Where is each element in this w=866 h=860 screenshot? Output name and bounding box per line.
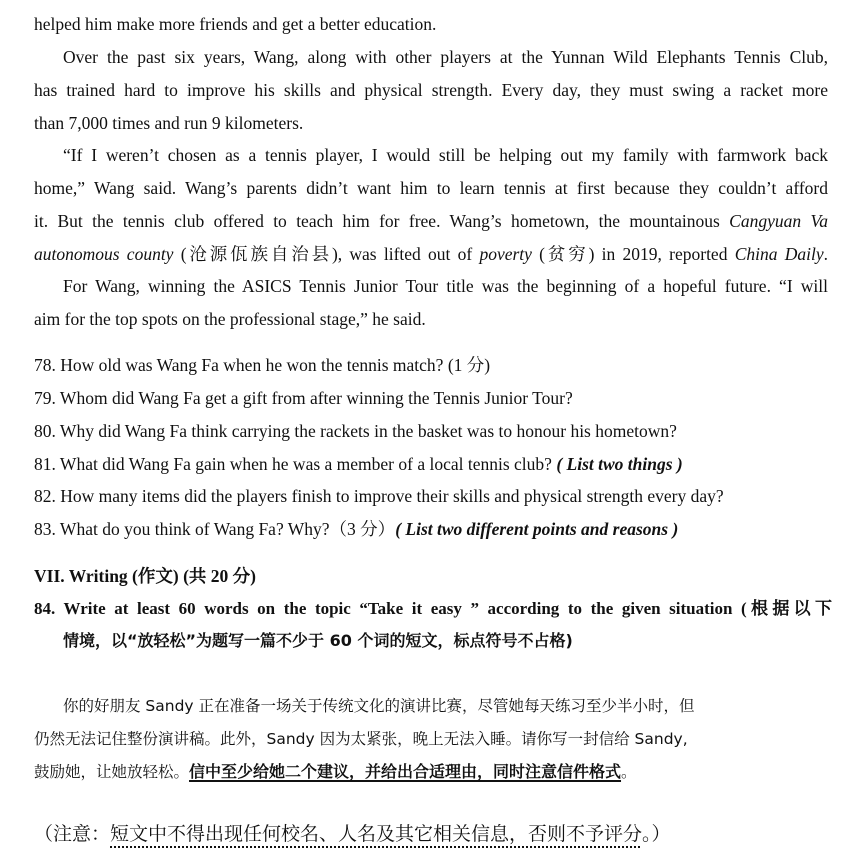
question-78: 78. How old was Wang Fa when he won the tennis match? (1 分) bbox=[34, 355, 491, 375]
passage-line-8-text-2: (贫穷) in 2019, reported bbox=[531, 244, 735, 264]
note-open: （注意： bbox=[34, 823, 111, 845]
situation-line-3-end: 。 bbox=[621, 763, 637, 781]
question-83-text: 83. What do you think of Wang Fa? Why?（3 分） bbox=[34, 519, 396, 539]
passage-line-9: For Wang, winning the ASICS Tennis Junior Tour title was the beginning of a hopeful future. “I will bbox=[63, 276, 828, 296]
passage-line-8-end: . bbox=[823, 244, 828, 264]
note-close: 。） bbox=[642, 823, 671, 845]
question-81 bbox=[34, 452, 828, 476]
passage-line-4: than 7,000 times and run 9 kilometers. bbox=[34, 113, 304, 133]
underlined-requirement: 信中至少给她二个建议，并给出合适理由，同时注意信件格式 bbox=[189, 762, 622, 781]
note-line bbox=[34, 822, 828, 846]
passage-line-2: Over the past six years, Wang, along with other players at the Yunnan Wild Elephants Tennis Club, bbox=[63, 47, 828, 67]
county-italic: autonomous county bbox=[34, 244, 174, 264]
passage-line-6: home,” Wang said. Wang’s parents didn’t want him to learn tennis at first because they couldn’t afford bbox=[34, 178, 828, 198]
question-81-hint: ( List two things ) bbox=[556, 454, 683, 474]
poverty-italic: poverty bbox=[479, 244, 532, 264]
question-81-text: 81. What did Wang Fa gain when he was a member of a local tennis club? bbox=[34, 454, 557, 474]
question-80: 80. Why did Wang Fa think carrying the rackets in the basket was to honour his hometown? bbox=[34, 421, 677, 441]
passage-line-7-text: it. But the tennis club offered to teach him for free. Wang’s hometown, the mountainous bbox=[34, 211, 730, 231]
passage-line-1: helped him make more friends and get a better education. bbox=[34, 14, 437, 34]
note-emphasized: 短文中不得出现任何校名、人名及其它相关信息，否则不予评分 bbox=[110, 823, 643, 845]
place-name-italic: Cangyuan Va bbox=[729, 211, 828, 231]
question-82: 82. How many items did the players finish to improve their skills and physical strength every day? bbox=[34, 486, 724, 506]
situation-line-2: 仍然无法记住整份演讲稿。此外，Sandy 因为太紧张，晚上无法入睡。请你写一封信给 Sandy, bbox=[34, 730, 688, 748]
situation-line-3-text: 鼓励她，让她放轻松。 bbox=[34, 763, 190, 781]
passage-line-5: “If I weren’t chosen as a tennis player, I would still be helping out my family with farmwork back bbox=[63, 145, 828, 165]
writing-prompt-line-2: 情境，以“放轻松”为题写一篇不少于 60 个词的短文，标点符号不占格) bbox=[63, 631, 573, 650]
situation-line-1: 你的好朋友 Sandy 正在准备一场关于传统文化的演讲比赛，尽管她每天练习至少半小时，但 bbox=[63, 697, 695, 715]
passage-line-8-text-1: (沧源佤族自治县), was lifted out of bbox=[173, 244, 480, 264]
writing-prompt-line-1: 84. Write at least 60 words on the topic “Take it easy ” according to the given situation (根据以下 bbox=[34, 599, 832, 618]
passage-line-8 bbox=[34, 242, 828, 266]
passage-line-3: has trained hard to improve his skills and physical strength. Every day, they must swing a racket more bbox=[34, 80, 828, 100]
passage-line-10: aim for the top spots on the professional stage,” he said. bbox=[34, 309, 426, 329]
question-83 bbox=[34, 517, 828, 541]
question-79: 79. Whom did Wang Fa get a gift from after winning the Tennis Junior Tour? bbox=[34, 388, 573, 408]
writing-heading: VII. Writing (作文) (共 20 分) bbox=[34, 566, 256, 586]
situation-line-3 bbox=[34, 760, 828, 784]
china-daily-italic: China Daily bbox=[734, 244, 824, 264]
question-83-hint: ( List two different points and reasons ) bbox=[395, 519, 679, 539]
passage-line-7 bbox=[34, 209, 828, 233]
